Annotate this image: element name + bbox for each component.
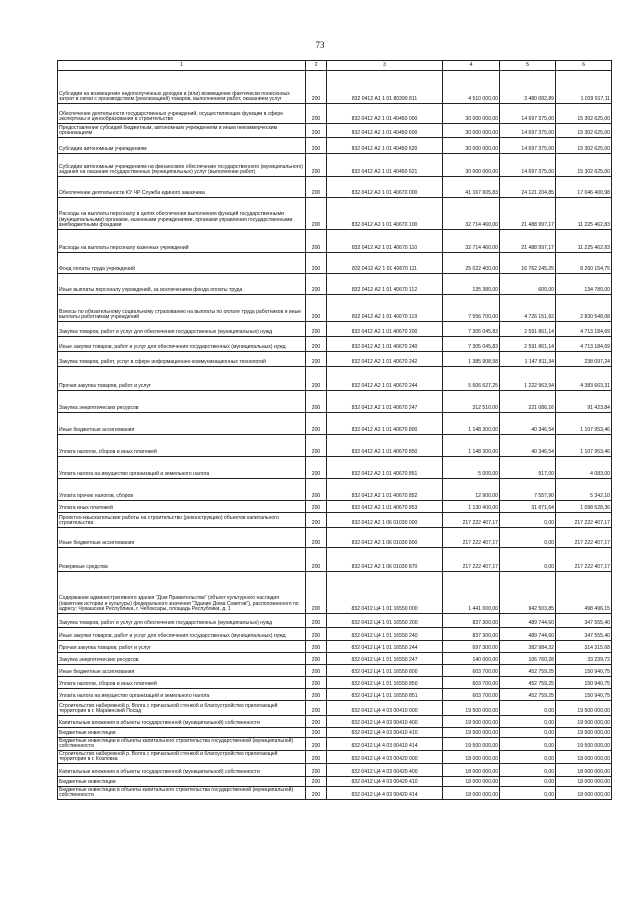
table-row (58, 701, 612, 716)
budget-classification-code-cell: 832 0412 А2 1 01 40450 600 (327, 124, 443, 138)
table-row (58, 435, 612, 457)
unexecuted-amount-cell: 15 302 625,00 (556, 138, 612, 154)
executed-amount-cell: 2 591 861,14 (500, 322, 556, 337)
table-row (58, 653, 612, 665)
table-row (58, 501, 612, 513)
expense-name-cell: Иные бюджетные ассигнования (58, 528, 306, 548)
grbs-code-cell: 200 (306, 230, 327, 253)
grbs-code-cell: 200 (306, 154, 327, 177)
grbs-code-cell: 200 (306, 641, 327, 653)
approved-amount-cell: 837 300,00 (443, 614, 500, 628)
approved-amount-cell: 135 380,00 (443, 274, 500, 295)
executed-amount-cell: 14 697 375,00 (500, 124, 556, 138)
approved-amount-cell: 217 222 407,17 (443, 528, 500, 548)
budget-classification-code-cell: 832 0412 Ц4 4 03 00410 414 (327, 738, 443, 751)
executed-amount-cell: 221 086,16 (500, 391, 556, 413)
approved-amount-cell: 41 167 605,83 (443, 177, 500, 198)
grbs-code-cell: 200 (306, 479, 327, 501)
expense-name-cell: Закупка товаров, работ и услуг для обеспечения государственных (муниципальных) нужд (58, 614, 306, 628)
budget-classification-code-cell: 832 0412 А2 1 01 40670 244 (327, 367, 443, 391)
budget-classification-code-cell: 832 0412 А2 1 06 01030 870 (327, 548, 443, 572)
column-header: 3 (327, 61, 443, 71)
executed-amount-cell: 21 488 997,17 (500, 230, 556, 253)
column-header: 4 (443, 61, 500, 71)
approved-amount-cell: 19 500 000,00 (443, 701, 500, 716)
approved-amount-cell: 1 148 300,00 (443, 435, 500, 457)
expense-name-cell: Закупка энергетических ресурсов (58, 653, 306, 665)
executed-amount-cell: 452 759,25 (500, 665, 556, 677)
approved-amount-cell: 603 700,00 (443, 677, 500, 689)
grbs-code-cell: 200 (306, 787, 327, 800)
executed-amount-cell: 0,00 (500, 728, 556, 738)
unexecuted-amount-cell: 1 098 528,36 (556, 501, 612, 513)
table-row (58, 413, 612, 435)
budget-classification-code-cell: 832 0412 Ц4 4 03 00420 000 (327, 751, 443, 764)
table-row (58, 728, 612, 738)
executed-amount-cell: 1 147 811,34 (500, 352, 556, 367)
budget-classification-code-cell: 832 0412 А2 1 01 40670 000 (327, 177, 443, 198)
budget-classification-code-cell: 832 0412 Ц4 4 03 00420 400 (327, 764, 443, 777)
grbs-code-cell: 200 (306, 728, 327, 738)
table-row (58, 738, 612, 751)
executed-amount-cell: 40 346,54 (500, 413, 556, 435)
unexecuted-amount-cell: 5 342,10 (556, 479, 612, 501)
column-header: 6 (556, 61, 612, 71)
approved-amount-cell: 1 130 400,00 (443, 501, 500, 513)
unexecuted-amount-cell: 33 239,72 (556, 653, 612, 665)
grbs-code-cell: 200 (306, 367, 327, 391)
table-row (58, 253, 612, 274)
expense-name-cell: Бюджетные инвестиции (58, 728, 306, 738)
approved-amount-cell: 30 000 000,00 (443, 138, 500, 154)
expense-name-cell: Закупка товаров, работ и услуг для обеспечения государственных (муниципальных) нужд (58, 322, 306, 337)
table-row (58, 198, 612, 230)
grbs-code-cell: 200 (306, 665, 327, 677)
table-row (58, 337, 612, 352)
budget-classification-code-cell: 832 0412 А2 1 01 40670 119 (327, 295, 443, 322)
executed-amount-cell: 4 726 151,92 (500, 295, 556, 322)
approved-amount-cell: 4 510 000,00 (443, 71, 500, 104)
expense-name-cell: Прочая закупка товаров, работ и услуг (58, 367, 306, 391)
budget-classification-code-cell: 832 0412 Ц4 4 03 00410 400 (327, 716, 443, 728)
executed-amount-cell: 452 759,25 (500, 689, 556, 701)
approved-amount-cell: 30 000 000,00 (443, 104, 500, 124)
expense-name-cell: Фонд оплаты труда учреждений (58, 253, 306, 274)
budget-classification-code-cell: 832 0412 А2 1 01 40450 000 (327, 104, 443, 124)
approved-amount-cell: 312 510,00 (443, 391, 500, 413)
executed-amount-cell: 24 121 204,85 (500, 177, 556, 198)
approved-amount-cell: 19 500 000,00 (443, 728, 500, 738)
table-row (58, 154, 612, 177)
executed-amount-cell: 0,00 (500, 513, 556, 528)
table-row (58, 641, 612, 653)
executed-amount-cell: 489 744,60 (500, 628, 556, 641)
expense-name-cell: Закупка товаров, работ, услуг в сфере информационно-коммуникационных технологий (58, 352, 306, 367)
expense-name-cell: Уплата налогов, сборов и иных платежей (58, 435, 306, 457)
executed-amount-cell: 0,00 (500, 787, 556, 800)
unexecuted-amount-cell: 11 225 462,83 (556, 198, 612, 230)
expense-name-cell: Резервные средства (58, 548, 306, 572)
budget-classification-code-cell: 832 0412 Ц4 1 01 16550 247 (327, 653, 443, 665)
unexecuted-amount-cell: 19 500 000,00 (556, 738, 612, 751)
grbs-code-cell: 200 (306, 274, 327, 295)
budget-classification-code-cell: 832 0412 Ц4 1 01 16550 244 (327, 641, 443, 653)
expense-name-cell: Строительство набережной р. Волга с причальной стенкой и благоустройство прилегающей территории в г. Козловка (58, 751, 306, 764)
unexecuted-amount-cell: 217 222 407,17 (556, 548, 612, 572)
budget-classification-code-cell: 832 0412 А2 1 01 40670 200 (327, 322, 443, 337)
executed-amount-cell: 2 591 861,14 (500, 337, 556, 352)
budget-classification-code-cell: 832 0412 Ц4 1 01 16550 000 (327, 572, 443, 614)
unexecuted-amount-cell: 15 302 625,00 (556, 154, 612, 177)
unexecuted-amount-cell: 19 500 000,00 (556, 716, 612, 728)
approved-amount-cell: 5 606 627,25 (443, 367, 500, 391)
table-row (58, 391, 612, 413)
grbs-code-cell: 200 (306, 198, 327, 230)
budget-classification-code-cell: 832 0412 А2 1 01 40670 851 (327, 457, 443, 479)
table-row (58, 628, 612, 641)
unexecuted-amount-cell: 4 083,00 (556, 457, 612, 479)
expense-name-cell: Иные закупки товаров, работ и услуг для обеспечения государственных (муниципальных) нужд (58, 628, 306, 641)
table-row (58, 716, 612, 728)
unexecuted-amount-cell: 11 225 462,83 (556, 230, 612, 253)
table-row (58, 677, 612, 689)
executed-amount-cell: 0,00 (500, 716, 556, 728)
executed-amount-cell: 600,00 (500, 274, 556, 295)
executed-amount-cell: 0,00 (500, 548, 556, 572)
grbs-code-cell: 200 (306, 548, 327, 572)
approved-amount-cell: 5 000,00 (443, 457, 500, 479)
approved-amount-cell: 18 000 000,00 (443, 751, 500, 764)
executed-amount-cell: 14 697 375,00 (500, 154, 556, 177)
unexecuted-amount-cell: 4 383 663,31 (556, 367, 612, 391)
executed-amount-cell: 14 697 375,00 (500, 138, 556, 154)
budget-classification-code-cell: 832 0412 Ц4 1 01 16550 200 (327, 614, 443, 628)
unexecuted-amount-cell: 150 940,75 (556, 689, 612, 701)
table-row (58, 138, 612, 154)
budget-classification-code-cell: 832 0412 Ц4 1 01 16550 800 (327, 665, 443, 677)
table-row (58, 548, 612, 572)
unexecuted-amount-cell: 314 315,68 (556, 641, 612, 653)
expense-name-cell: Капитальные вложения в объекты государственной (муниципальной) собственности (58, 716, 306, 728)
approved-amount-cell: 837 300,00 (443, 628, 500, 641)
budget-classification-code-cell: 832 0412 Ц4 1 01 16550 240 (327, 628, 443, 641)
table-row (58, 322, 612, 337)
expense-name-cell: Иные закупки товаров, работ и услуг для обеспечения государственных (муниципальных) нужд (58, 337, 306, 352)
budget-classification-code-cell: 832 0412 А2 1 01 40670 240 (327, 337, 443, 352)
grbs-code-cell: 200 (306, 435, 327, 457)
expense-name-cell: Взносы по обязательному социальному страхованию на выплаты по оплате труда работников и иные выплаты работникам учреждений (58, 295, 306, 322)
approved-amount-cell: 7 305 045,83 (443, 337, 500, 352)
table-row (58, 457, 612, 479)
approved-amount-cell: 18 000 000,00 (443, 764, 500, 777)
grbs-code-cell: 200 (306, 124, 327, 138)
unexecuted-amount-cell: 8 260 154,75 (556, 253, 612, 274)
grbs-code-cell: 200 (306, 701, 327, 716)
unexecuted-amount-cell: 1 029 917,11 (556, 71, 612, 104)
table-row (58, 367, 612, 391)
approved-amount-cell: 1 385 908,58 (443, 352, 500, 367)
grbs-code-cell: 200 (306, 253, 327, 274)
grbs-code-cell: 200 (306, 337, 327, 352)
executed-amount-cell: 7 557,90 (500, 479, 556, 501)
budget-classification-code-cell: 832 0412 Ц4 4 03 00420 414 (327, 787, 443, 800)
expense-name-cell: Капитальные вложения в объекты государственной (муниципальной) собственности (58, 764, 306, 777)
executed-amount-cell: 489 744,60 (500, 614, 556, 628)
approved-amount-cell: 12 900,00 (443, 479, 500, 501)
budget-classification-code-cell: 832 0412 Ц4 4 03 00410 410 (327, 728, 443, 738)
expense-name-cell: Иные бюджетные ассигнования (58, 413, 306, 435)
table-row (58, 665, 612, 677)
table-row (58, 572, 612, 614)
budget-classification-code-cell: 832 0412 А2 1 01 40670 853 (327, 501, 443, 513)
executed-amount-cell: 3 480 082,89 (500, 71, 556, 104)
grbs-code-cell: 200 (306, 751, 327, 764)
approved-amount-cell: 603 700,00 (443, 689, 500, 701)
table-row (58, 528, 612, 548)
executed-amount-cell: 0,00 (500, 701, 556, 716)
unexecuted-amount-cell: 91 423,84 (556, 391, 612, 413)
grbs-code-cell: 200 (306, 689, 327, 701)
executed-amount-cell: 452 759,25 (500, 677, 556, 689)
expense-name-cell: Субсидии на возмещение недополученных доходов и (или) возмещение фактически понесенных затрат в связи с производством (реализацией) товаров, выполнением работ, оказанием услуг (58, 71, 306, 104)
executed-amount-cell: 21 488 997,17 (500, 198, 556, 230)
expense-name-cell: Уплата прочих налогов, сборов (58, 479, 306, 501)
unexecuted-amount-cell: 4 713 184,69 (556, 322, 612, 337)
approved-amount-cell: 217 222 407,17 (443, 513, 500, 528)
unexecuted-amount-cell: 18 000 000,00 (556, 751, 612, 764)
executed-amount-cell: 31 871,64 (500, 501, 556, 513)
unexecuted-amount-cell: 2 830 548,08 (556, 295, 612, 322)
approved-amount-cell: 217 222 407,17 (443, 548, 500, 572)
executed-amount-cell: 382 984,32 (500, 641, 556, 653)
unexecuted-amount-cell: 15 302 625,00 (556, 124, 612, 138)
grbs-code-cell: 200 (306, 413, 327, 435)
budget-classification-code-cell: 832 0412 Ц4 4 03 00420 410 (327, 777, 443, 787)
grbs-code-cell: 200 (306, 513, 327, 528)
approved-amount-cell: 603 700,00 (443, 665, 500, 677)
budget-classification-code-cell: 832 0412 Ц4 1 01 16550 850 (327, 677, 443, 689)
unexecuted-amount-cell: 18 000 000,00 (556, 777, 612, 787)
budget-classification-code-cell: 832 0412 А2 1 01 40670 247 (327, 391, 443, 413)
table-row (58, 689, 612, 701)
budget-classification-code-cell: 832 0412 А2 1 01 40670 800 (327, 413, 443, 435)
unexecuted-amount-cell: 19 500 000,00 (556, 701, 612, 716)
budget-classification-code-cell: 832 0412 А2 1 01 40670 852 (327, 479, 443, 501)
column-header: 5 (500, 61, 556, 71)
approved-amount-cell: 18 000 000,00 (443, 787, 500, 800)
expense-name-cell: Строительство набережной р. Волга с причальной стенкой и благоустройство прилегающей территории в г. Мариинский Посад (58, 701, 306, 716)
budget-classification-code-cell: 832 0412 А2 1 01 40450 621 (327, 154, 443, 177)
executed-amount-cell: 0,00 (500, 528, 556, 548)
grbs-code-cell: 200 (306, 677, 327, 689)
grbs-code-cell: 200 (306, 716, 327, 728)
expense-name-cell: Иные выплаты персоналу учреждений, за исключением фонда оплаты труда (58, 274, 306, 295)
grbs-code-cell: 200 (306, 322, 327, 337)
column-header: 1 (58, 61, 306, 71)
expense-name-cell: Уплата налога на имущество организаций и земельного налога (58, 457, 306, 479)
table-row (58, 295, 612, 322)
budget-table (57, 60, 612, 800)
table-row (58, 230, 612, 253)
grbs-code-cell: 200 (306, 295, 327, 322)
executed-amount-cell: 0,00 (500, 777, 556, 787)
executed-amount-cell: 0,00 (500, 764, 556, 777)
budget-classification-code-cell: 832 0412 А2 1 01 40670 110 (327, 230, 443, 253)
unexecuted-amount-cell: 134 780,00 (556, 274, 612, 295)
unexecuted-amount-cell: 347 555,40 (556, 614, 612, 628)
unexecuted-amount-cell: 17 046 400,98 (556, 177, 612, 198)
grbs-code-cell: 200 (306, 71, 327, 104)
grbs-code-cell: 200 (306, 777, 327, 787)
table-row (58, 787, 612, 800)
expense-name-cell: Субсидии автономным учреждениям (58, 138, 306, 154)
executed-amount-cell: 14 697 375,00 (500, 104, 556, 124)
grbs-code-cell: 200 (306, 528, 327, 548)
table-row (58, 751, 612, 764)
unexecuted-amount-cell: 498 496,15 (556, 572, 612, 614)
expense-name-cell: Бюджетные инвестиции в объекты капитального строительства государственной (муниципальной) собственности (58, 738, 306, 751)
budget-classification-code-cell: 832 0412 А2 1 06 01030 000 (327, 513, 443, 528)
unexecuted-amount-cell: 347 555,40 (556, 628, 612, 641)
grbs-code-cell: 200 (306, 457, 327, 479)
unexecuted-amount-cell: 150 940,75 (556, 665, 612, 677)
table-row (58, 777, 612, 787)
approved-amount-cell: 1 148 300,00 (443, 413, 500, 435)
approved-amount-cell: 140 000,00 (443, 653, 500, 665)
grbs-code-cell: 200 (306, 572, 327, 614)
unexecuted-amount-cell: 150 940,75 (556, 677, 612, 689)
executed-amount-cell: 0,00 (500, 751, 556, 764)
table-body (58, 71, 612, 800)
grbs-code-cell: 200 (306, 764, 327, 777)
expense-name-cell: Обеспечение деятельности государственных учреждений, осуществляющих функции в сфере экспертизы и ценообразования в строительстве (58, 104, 306, 124)
expense-name-cell: Бюджетные инвестиции в объекты капитального строительства государственной (муниципальной) собственности (58, 787, 306, 800)
approved-amount-cell: 7 556 700,00 (443, 295, 500, 322)
expense-name-cell: Иные бюджетные ассигнования (58, 665, 306, 677)
unexecuted-amount-cell: 4 713 184,69 (556, 337, 612, 352)
expense-name-cell: Предоставление субсидий бюджетным, автономным учреждениям и иным некоммерческим организациям (58, 124, 306, 138)
table-row (58, 274, 612, 295)
budget-classification-code-cell: 832 0412 А1 1 01 80390 811 (327, 71, 443, 104)
unexecuted-amount-cell: 18 000 000,00 (556, 787, 612, 800)
executed-amount-cell: 917,00 (500, 457, 556, 479)
approved-amount-cell: 30 000 000,00 (443, 154, 500, 177)
budget-classification-code-cell: 832 0412 А2 1 01 40670 100 (327, 198, 443, 230)
grbs-code-cell: 200 (306, 653, 327, 665)
expense-name-cell: Уплата налогов, сборов и иных платежей (58, 677, 306, 689)
grbs-code-cell: 200 (306, 738, 327, 751)
expense-name-cell: Расходы на выплаты персоналу в целях обеспечения выполнения функций государственными (муниципальными) органами, казенными учреждениями, органами управления государственными внебюджетными фондами (58, 198, 306, 230)
expense-name-cell: Закупка энергетических ресурсов (58, 391, 306, 413)
table-row (58, 764, 612, 777)
expense-name-cell: Субсидии автономным учреждениям на финансовое обеспечение государственного (муниципального) задания на оказание государственных (муниципальных) услуг (выполнение работ) (58, 154, 306, 177)
approved-amount-cell: 19 500 000,00 (443, 738, 500, 751)
executed-amount-cell: 942 503,85 (500, 572, 556, 614)
expense-name-cell: Проектно-изыскательские работы на строительство (реконструкцию) объектов капитального строительства (58, 513, 306, 528)
approved-amount-cell: 18 000 000,00 (443, 777, 500, 787)
budget-classification-code-cell: 832 0412 Ц4 1 01 16550 851 (327, 689, 443, 701)
page-number: 73 (315, 40, 325, 50)
table-row (58, 104, 612, 124)
approved-amount-cell: 32 714 460,00 (443, 198, 500, 230)
column-header: 2 (306, 61, 327, 71)
budget-classification-code-cell: 832 0412 А2 1 01 40670 111 (327, 253, 443, 274)
table-row (58, 513, 612, 528)
budget-classification-code-cell: 832 0412 А2 1 01 40450 620 (327, 138, 443, 154)
unexecuted-amount-cell: 15 302 625,00 (556, 104, 612, 124)
unexecuted-amount-cell: 238 097,24 (556, 352, 612, 367)
expense-name-cell: Уплата иных платежей (58, 501, 306, 513)
table-row (58, 479, 612, 501)
table-header-row (58, 61, 612, 71)
unexecuted-amount-cell: 1 107 953,46 (556, 435, 612, 457)
table-row (58, 71, 612, 104)
unexecuted-amount-cell: 217 222 407,17 (556, 513, 612, 528)
expense-name-cell: Уплата налога на имущество организаций и земельного налога (58, 689, 306, 701)
approved-amount-cell: 1 441 000,00 (443, 572, 500, 614)
executed-amount-cell: 0,00 (500, 738, 556, 751)
budget-classification-code-cell: 832 0412 А2 1 06 01030 800 (327, 528, 443, 548)
approved-amount-cell: 30 000 000,00 (443, 124, 500, 138)
executed-amount-cell: 1 222 963,94 (500, 367, 556, 391)
unexecuted-amount-cell: 1 107 953,46 (556, 413, 612, 435)
approved-amount-cell: 7 305 045,83 (443, 322, 500, 337)
approved-amount-cell: 32 714 460,00 (443, 230, 500, 253)
budget-classification-code-cell: 832 0412 А2 1 01 40670 242 (327, 352, 443, 367)
budget-classification-code-cell: 832 0412 Ц4 4 03 00410 000 (327, 701, 443, 716)
table-row (58, 177, 612, 198)
grbs-code-cell: 200 (306, 614, 327, 628)
expense-name-cell: Содержание административного здания "Дом Правительства" (объект культурного наследия (памятник истории и культуры) федерального значения "Здание Дома Советов"), расположенного по адресу: Чувашская Республика, г. Чебоксары, площадь Республики, д. 1 (58, 572, 306, 614)
expense-name-cell: Обеспечение деятельности КУ ЧР Служба единого заказчика (58, 177, 306, 198)
approved-amount-cell: 19 500 000,00 (443, 716, 500, 728)
budget-classification-code-cell: 832 0412 А2 1 01 40670 112 (327, 274, 443, 295)
expense-name-cell: Прочая закупка товаров, работ и услуг (58, 641, 306, 653)
unexecuted-amount-cell: 18 000 000,00 (556, 764, 612, 777)
table-row (58, 352, 612, 367)
approved-amount-cell: 25 022 400,00 (443, 253, 500, 274)
executed-amount-cell: 40 346,54 (500, 435, 556, 457)
grbs-code-cell: 200 (306, 628, 327, 641)
budget-classification-code-cell: 832 0412 А2 1 01 40670 850 (327, 435, 443, 457)
grbs-code-cell: 200 (306, 177, 327, 198)
approved-amount-cell: 697 300,00 (443, 641, 500, 653)
table-row (58, 614, 612, 628)
table-row (58, 124, 612, 138)
executed-amount-cell: 16 762 245,25 (500, 253, 556, 274)
grbs-code-cell: 200 (306, 138, 327, 154)
grbs-code-cell: 200 (306, 104, 327, 124)
executed-amount-cell: 106 760,28 (500, 653, 556, 665)
expense-name-cell: Бюджетные инвестиции (58, 777, 306, 787)
unexecuted-amount-cell: 217 222 407,17 (556, 528, 612, 548)
unexecuted-amount-cell: 19 500 000,00 (556, 728, 612, 738)
expense-name-cell: Расходы на выплаты персоналу казенных учреждений (58, 230, 306, 253)
grbs-code-cell: 200 (306, 352, 327, 367)
grbs-code-cell: 200 (306, 501, 327, 513)
grbs-code-cell: 200 (306, 391, 327, 413)
